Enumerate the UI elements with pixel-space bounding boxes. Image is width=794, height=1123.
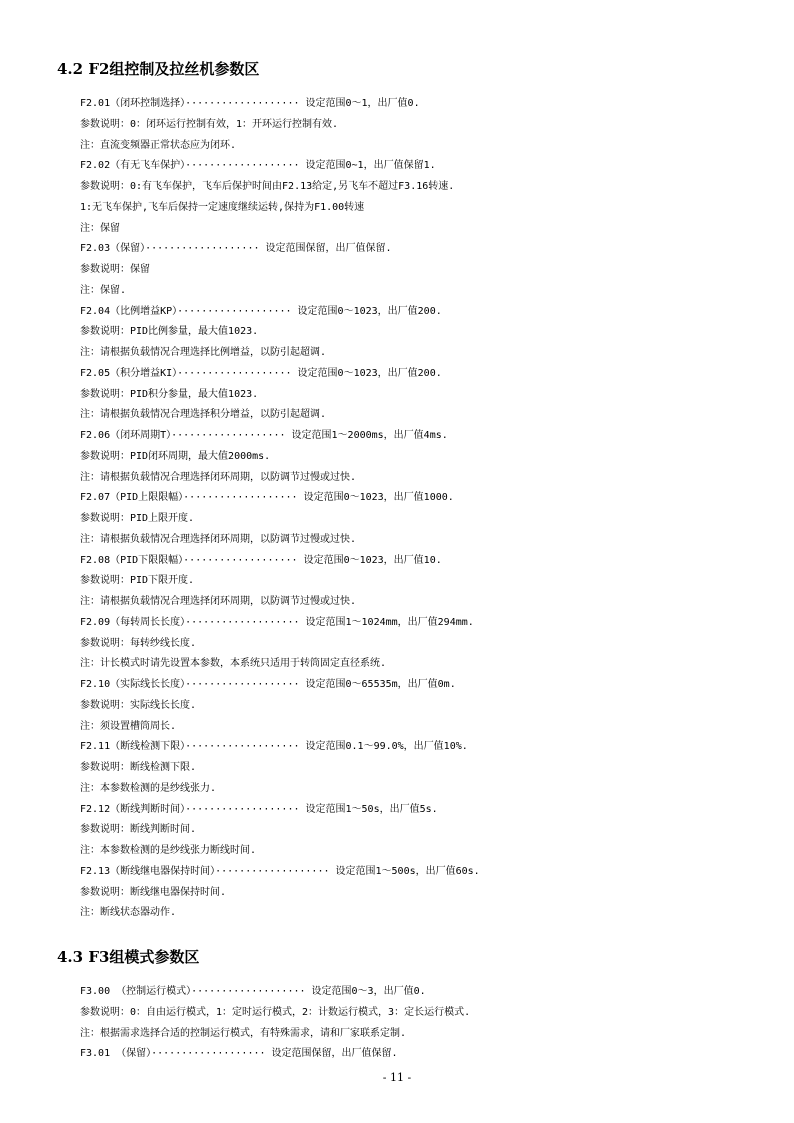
text-line: 参数说明：断线判断时间. — [80, 824, 197, 836]
text-line: F2.08（PID下限限幅）··················· 设定范围0～1023，出厂值10. — [80, 554, 442, 566]
text-line: F2.10（实际线长长度）··················· 设定范围0～65535m，出厂值0m. — [80, 679, 456, 690]
text-line: 参数说明：PID下限开度. — [80, 575, 195, 587]
text-line: 注：本参数检测的是纱线张力断线时间. — [80, 845, 257, 856]
text-line: 参数说明：断线检测下限. — [80, 762, 197, 773]
text-line: 参数说明：断线继电器保持时间. — [80, 886, 227, 898]
text-line: F2.09（每转周长长度）··················· 设定范围1～1024mm，出厂值294mm. — [80, 616, 474, 628]
text-line: 注：根据需求选择合适的控制运行模式，有特殊需求，请和厂家联系定制. — [80, 1027, 407, 1039]
text-line: 注：请根据负载情况合理选择闭环周期，以防调节过慢或过快. — [80, 471, 357, 483]
text-line: 注：请根据负载情况合理选择闭环周期，以防调节过慢或过快. — [80, 533, 357, 545]
text-line: 注：直流变频器正常状态应为闭环. — [80, 139, 237, 151]
text-line: 注：计长模式时请先设置本参数，本系统只适用于转筒固定直径系统. — [80, 658, 387, 670]
text-line: 参数说明：实际线长长度. — [80, 699, 197, 711]
section-4-3-body — [80, 982, 770, 1065]
text-line: 参数说明：0:有飞车保护，飞车后保护时间由F2.13给定,另飞车不超过F3.16转速. — [80, 181, 455, 192]
text-line: 参数说明：0：自由运行模式，1：定时运行模式，2：计数运行模式，3：定长运行模式. — [80, 1006, 471, 1018]
page-number: - 11 - — [382, 1071, 412, 1084]
text-line: 注：须设置槽筒周长. — [80, 720, 177, 732]
text-line: F2.12（断线判断时间）··················· 设定范围1～50s，出厂值5s. — [80, 803, 438, 815]
text-line: F2.02（有无飞车保护）··················· 设定范围0~1，出厂值保留1. — [80, 160, 436, 172]
text-line: 参数说明：每转纱线长度. — [80, 637, 197, 649]
text-line: F3.00 （控制运行模式）··················· 设定范围0～3，出厂值0. — [80, 986, 426, 997]
text-line: 注：请根据负载情况合理选择积分增益，以防引起超调. — [80, 409, 327, 421]
text-line: F3.01 （保留）··················· 设定范围保留，出厂值保留. — [80, 1048, 398, 1060]
text-line: 参数说明：PID上限开度. — [80, 513, 195, 524]
text-line: 1:无飞车保护,飞车后保持一定速度继续运转,保持为F1.00转速 — [80, 201, 365, 213]
text-line: 注：本参数检测的是纱线张力. — [80, 782, 217, 794]
text-line: F2.03（保留）··················· 设定范围保留，出厂值保留. — [80, 243, 392, 255]
text-line: F2.06（闭环周期T）··················· 设定范围1～2000ms，出厂值4ms. — [80, 430, 448, 441]
section-4-2-body — [80, 94, 770, 924]
text-line: F2.07（PID上限限幅）··················· 设定范围0～1023，出厂值1000. — [80, 492, 454, 504]
text-line: 注：保留 — [80, 222, 120, 234]
text-line: F2.13（断线继电器保持时间）··················· 设定范围1～500s，出厂值60s. — [80, 865, 480, 877]
text-line: F2.01（闭环控制选择）··················· 设定范围0～1，出厂值0. — [80, 98, 420, 109]
text-line: 注：断线状态器动作. — [80, 907, 177, 919]
section-4-3-heading: 4.3 F3组模式参数区 — [57, 948, 200, 966]
text-line: 注：请根据负载情况合理选择比例增益，以防引起超调. — [80, 347, 327, 358]
text-line: 参数说明：PID积分参量，最大值1023. — [80, 388, 259, 400]
text-line: F2.11（断线检测下限）··················· 设定范围0.1～99.0%，出厂值10%. — [80, 741, 468, 753]
section-4-2-heading: 4.2 F2组控制及拉丝机参数区 — [57, 60, 260, 78]
text-line: 注：请根据负载情况合理选择闭环周期，以防调节过慢或过快. — [80, 596, 357, 607]
text-line: 参数说明：PID比例参量，最大值1023. — [80, 326, 259, 338]
text-line: F2.04（比例增益KP）··················· 设定范围0～1023，出厂值200. — [80, 305, 442, 317]
text-line: 参数说明：0：闭环运行控制有效，1：开环运行控制有效. — [80, 118, 339, 130]
text-line: 参数说明：PID闭环周期，最大值2000ms. — [80, 450, 271, 462]
text-line: 参数说明：保留 — [80, 264, 150, 275]
text-line: 注：保留. — [80, 284, 127, 296]
text-line: F2.05（积分增益KI）··················· 设定范围0～1023，出厂值200. — [80, 367, 442, 379]
